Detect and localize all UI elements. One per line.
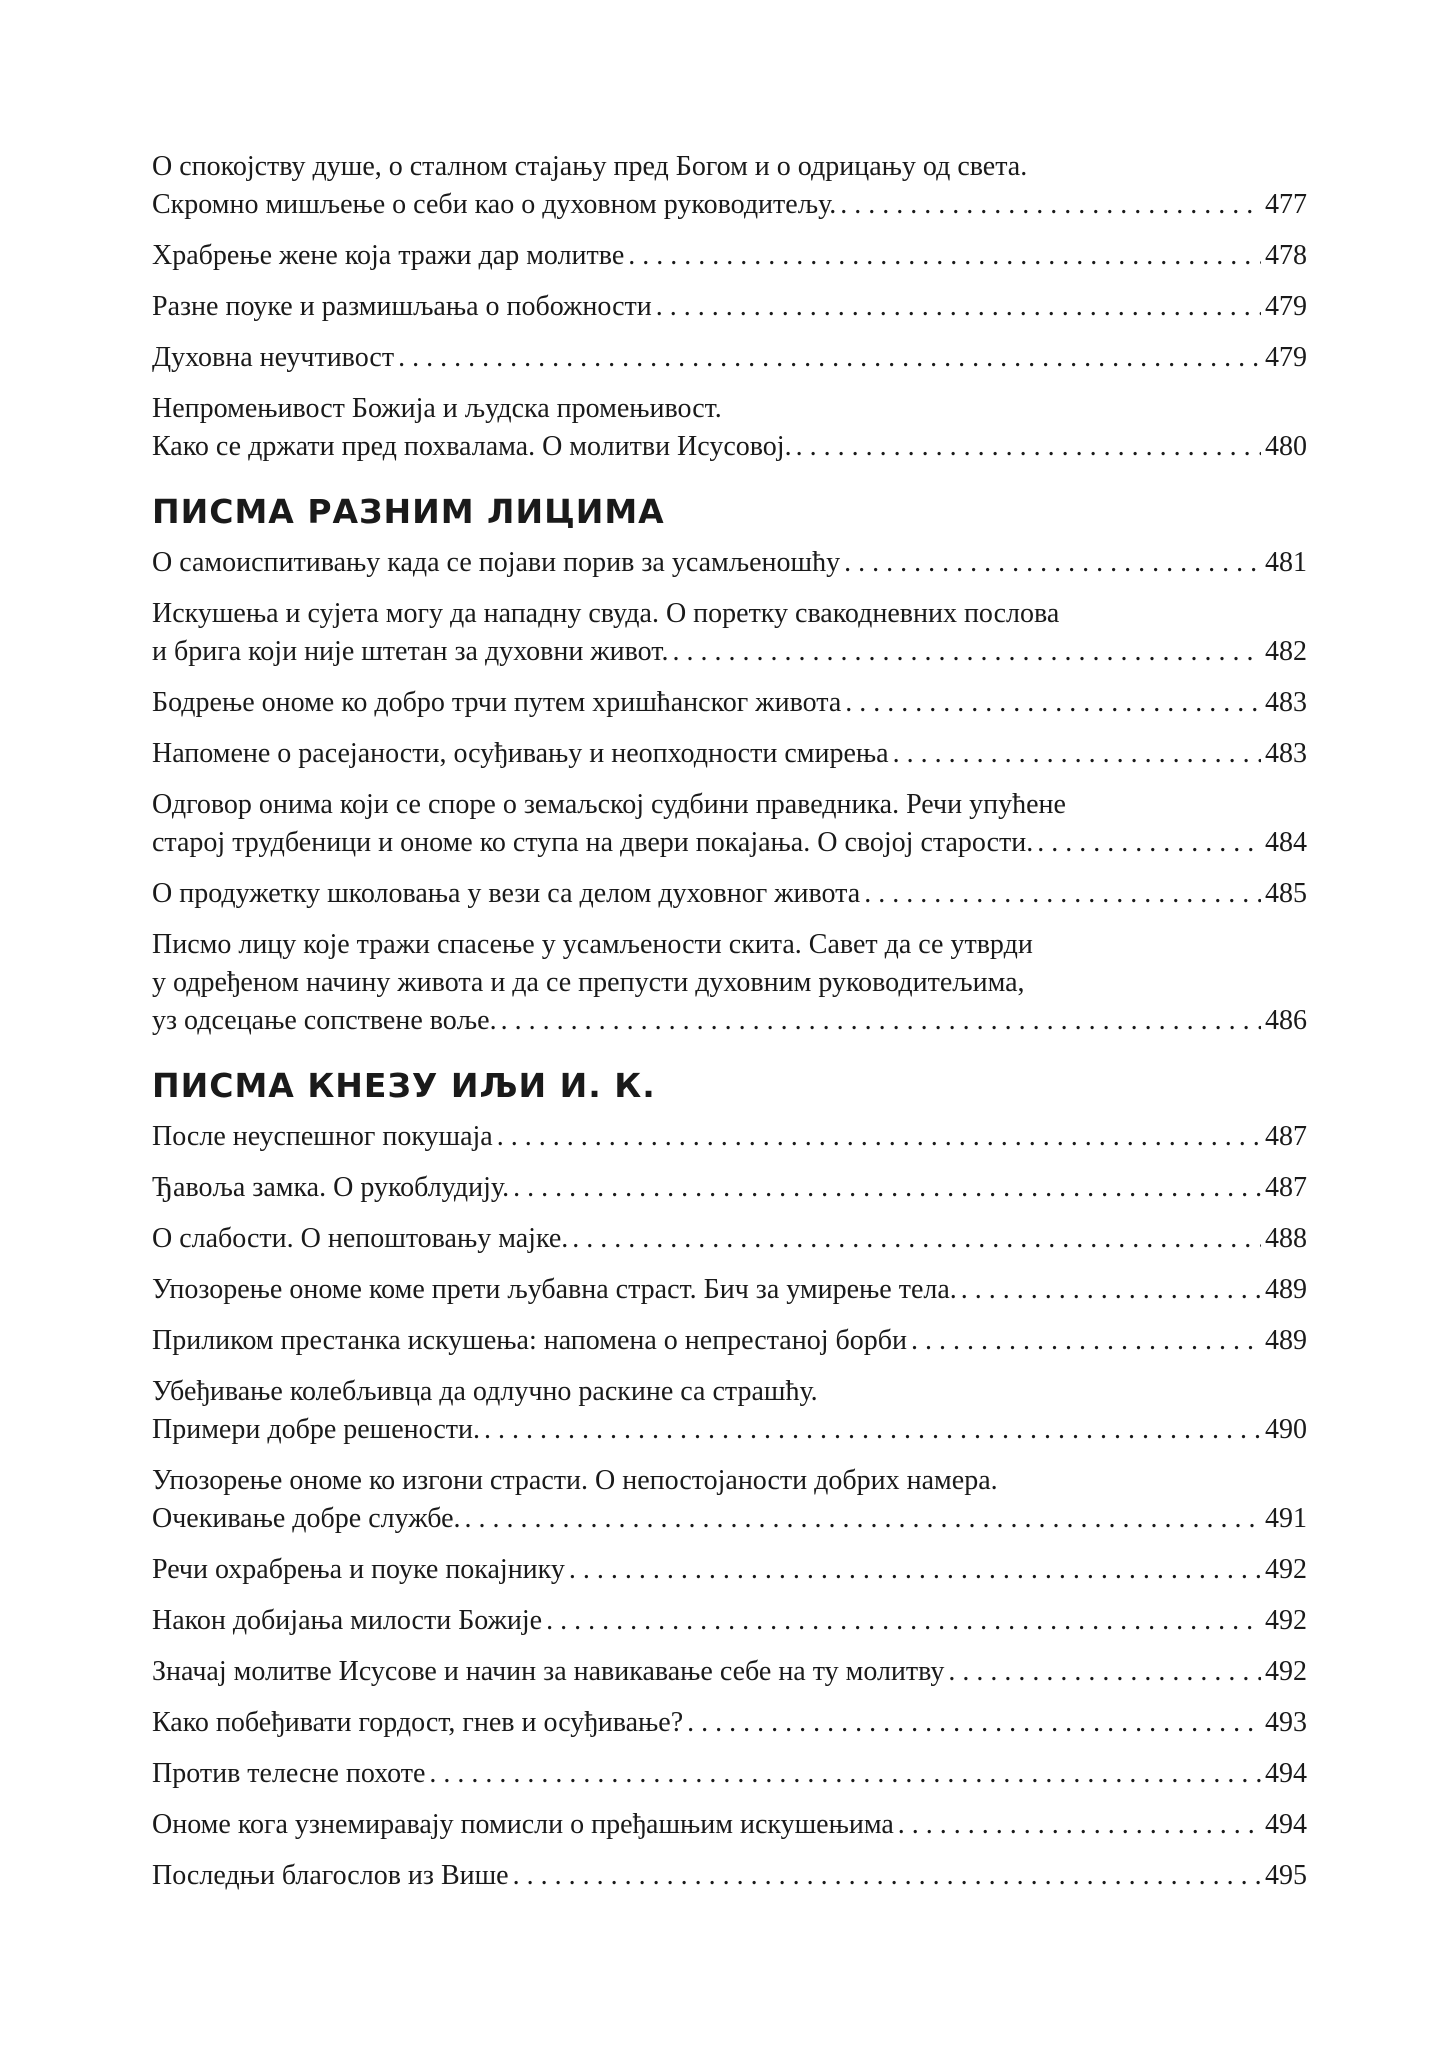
- page-number: 479: [1265, 342, 1307, 373]
- dot-leader: [569, 1551, 1261, 1589]
- toc-entry: [152, 1271, 1307, 1309]
- toc-entry-last-line: [152, 1169, 1307, 1207]
- toc-entry-last-line: [152, 428, 1307, 466]
- toc-entry-last-line: [152, 1551, 1307, 1589]
- toc-entry-last-line: [152, 1220, 1307, 1258]
- toc-entry-text: Ономе кога узнемиравају помисли о пређашњим искушењима: [152, 1809, 894, 1840]
- page-number: 483: [1265, 738, 1307, 769]
- page-number: 489: [1265, 1325, 1307, 1356]
- toc-entry-text: О слабости. О непоштовању мајке.: [152, 1223, 569, 1254]
- dot-leader: [546, 1602, 1261, 1640]
- dot-leader: [465, 1500, 1261, 1538]
- toc-entry: [152, 1322, 1307, 1360]
- toc-entry-last-line: [152, 1806, 1307, 1844]
- toc-entry-text: Како се држати пред похвалама. О молитви Исусовој.: [152, 431, 792, 462]
- toc-entry-last-line: [152, 544, 1307, 582]
- toc-entry-last-line: [152, 1118, 1307, 1156]
- dot-leader: [893, 735, 1261, 773]
- dot-leader: [911, 1322, 1261, 1360]
- dot-leader: [672, 633, 1261, 671]
- toc-entry-line: Одговор онима који се споре о земаљској судбини праведника. Речи упућене: [152, 789, 1066, 820]
- toc-entry-last-line: [152, 1322, 1307, 1360]
- toc-entry-line: Убеђивање колебљивца да одлучно раскине са страшћу.: [152, 1376, 818, 1407]
- toc-entry-last-line: [152, 684, 1307, 722]
- page-number: 491: [1265, 1503, 1307, 1534]
- toc-entry: [152, 1118, 1307, 1156]
- toc-entry-last-line: [152, 735, 1307, 773]
- toc-entry-line: Писмо лицу које тражи спасење у усамљености скита. Савет да се утврди: [152, 929, 1033, 960]
- toc-entry: [152, 339, 1307, 377]
- toc-entry-last-line: [152, 288, 1307, 326]
- dot-leader: [513, 1857, 1261, 1895]
- toc-entry: [152, 1462, 1307, 1538]
- toc-entry-last-line: [152, 186, 1307, 224]
- dot-leader: [572, 1220, 1261, 1258]
- dot-leader: [429, 1755, 1261, 1793]
- page-number: 487: [1265, 1121, 1307, 1152]
- toc-entry: [152, 735, 1307, 773]
- toc-entry-last-line: [152, 633, 1307, 671]
- dot-leader: [840, 186, 1261, 224]
- page-number: 492: [1265, 1656, 1307, 1687]
- page-number: 494: [1265, 1809, 1307, 1840]
- section-heading: ПИСМА КНЕЗУ ИЉИ И. К.: [152, 1066, 656, 1105]
- toc-entry: [152, 1755, 1307, 1793]
- toc-entry-line: Непромењивост Божија и људска промењивост.: [152, 393, 722, 424]
- toc-entry: [152, 1602, 1307, 1640]
- page-number: 488: [1265, 1223, 1307, 1254]
- page-number: 479: [1265, 291, 1307, 322]
- toc-entry: [152, 1220, 1307, 1258]
- toc-entry-text: Након добијања милости Божије: [152, 1605, 543, 1636]
- dot-leader: [501, 1002, 1261, 1040]
- page-number: 493: [1265, 1707, 1307, 1738]
- toc-entry-last-line: [152, 1271, 1307, 1309]
- page-number: 495: [1265, 1860, 1307, 1891]
- toc-entry-text: Разне поуке и размишљања о побожности: [152, 291, 652, 322]
- dot-leader: [687, 1704, 1261, 1742]
- page-number: 482: [1265, 636, 1307, 667]
- dot-leader: [948, 1653, 1261, 1691]
- toc-entry-text: Напомене о расејаности, осуђивању и неопходности смирења: [152, 738, 889, 769]
- toc-entry-text: Приликом престанка искушења: напомена о непрестаној борби: [152, 1325, 907, 1356]
- toc-entry-line: О спокојству душе, о сталном стајању пред Богом и о одрицању од света.: [152, 151, 1028, 182]
- toc-entry: [152, 1857, 1307, 1895]
- toc-entry: [152, 1704, 1307, 1742]
- toc-entry-last-line: [152, 339, 1307, 377]
- toc-entry-text: Значај молитве Исусове и начин за навикавање себе на ту молитву: [152, 1656, 945, 1687]
- page-number: 489: [1265, 1274, 1307, 1305]
- toc-entry-last-line: [152, 875, 1307, 913]
- page-number: 494: [1265, 1758, 1307, 1789]
- toc-entry-last-line: [152, 1002, 1307, 1040]
- toc-entry-text: Очекивање добре службе.: [152, 1503, 461, 1534]
- page-number: 480: [1265, 431, 1307, 462]
- toc-entry-last-line: [152, 1411, 1307, 1449]
- dot-leader: [1037, 824, 1261, 862]
- toc-entry-text: Против телесне похоте: [152, 1758, 426, 1789]
- toc-entry: [152, 786, 1307, 862]
- toc-entry-text: и брига који није штетан за духовни живот.: [152, 636, 669, 667]
- dot-leader: [961, 1271, 1261, 1309]
- toc-entry-text: Скромно мишљење о себи као о духовном руководитељу.: [152, 189, 837, 220]
- toc-entry-text: Ђавоља замка. О рукоблудију.: [152, 1172, 510, 1203]
- page-number: 487: [1265, 1172, 1307, 1203]
- page-number: 484: [1265, 827, 1307, 858]
- toc-entry-text: Упозорење ономе коме прети љубавна страст. Бич за умирење тела.: [152, 1274, 957, 1305]
- toc-entry-last-line: [152, 1653, 1307, 1691]
- toc-entry: [152, 544, 1307, 582]
- toc-entry-last-line: [152, 1755, 1307, 1793]
- toc-entry: [152, 926, 1307, 1040]
- toc-entry: [152, 390, 1307, 466]
- toc-entry-text: Духовна неучтивост: [152, 342, 395, 373]
- toc-entry: [152, 1653, 1307, 1691]
- toc-entry-text: Бодрење ономе ко добро трчи путем хришћанског живота: [152, 687, 842, 718]
- toc-entry-text: Храбрење жене која тражи дар молитве: [152, 240, 625, 271]
- page-number: 490: [1265, 1414, 1307, 1445]
- dot-leader: [898, 1806, 1261, 1844]
- dot-leader: [844, 544, 1261, 582]
- toc-entry-last-line: [152, 1602, 1307, 1640]
- table-of-contents: [152, 148, 1307, 1908]
- dot-leader: [513, 1169, 1261, 1207]
- toc-entry-line: Искушења и сујета могу да нападну свуда. О поретку свакодневних послова: [152, 598, 1060, 629]
- page-number: 492: [1265, 1554, 1307, 1585]
- page-number: 483: [1265, 687, 1307, 718]
- toc-entry-text: уз одсецање сопствене воље.: [152, 1005, 497, 1036]
- page-number: 486: [1265, 1005, 1307, 1036]
- dot-leader: [796, 428, 1261, 466]
- toc-entry-last-line: [152, 1500, 1307, 1538]
- dot-leader: [628, 237, 1261, 275]
- toc-entry: [152, 684, 1307, 722]
- toc-entry-text: О самоиспитивању када се појави порив за усамљеношћу: [152, 547, 841, 578]
- page-number: 478: [1265, 240, 1307, 271]
- dot-leader: [497, 1118, 1261, 1156]
- section-heading: ПИСМА РАЗНИМ ЛИЦИМА: [152, 492, 665, 531]
- toc-entry: [152, 1169, 1307, 1207]
- toc-entry: [152, 148, 1307, 224]
- page-number: 485: [1265, 878, 1307, 909]
- dot-leader: [656, 288, 1261, 326]
- toc-entry-last-line: [152, 237, 1307, 275]
- toc-entry-last-line: [152, 1704, 1307, 1742]
- page-number: 481: [1265, 547, 1307, 578]
- toc-entry: [152, 288, 1307, 326]
- toc-entry: [152, 875, 1307, 913]
- toc-entry-last-line: [152, 824, 1307, 862]
- toc-entry-line: Упозорење ономе ко изгони страсти. О непостојаности добрих намера.: [152, 1465, 998, 1496]
- toc-entry-text: Речи охрабрења и поуке покајнику: [152, 1554, 565, 1585]
- page-number: 477: [1265, 189, 1307, 220]
- toc-entry: [152, 1806, 1307, 1844]
- toc-entry: [152, 1373, 1307, 1449]
- toc-entry: [152, 595, 1307, 671]
- dot-leader: [398, 339, 1261, 377]
- toc-entry-text: Примери добре решености.: [152, 1414, 481, 1445]
- toc-entry-text: О продужетку школовања у вези са делом духовног живота: [152, 878, 861, 909]
- toc-entry: [152, 237, 1307, 275]
- dot-leader: [484, 1411, 1261, 1449]
- dot-leader: [864, 875, 1261, 913]
- toc-entry-text: Како побеђивати гордост, гнев и осуђивање?: [152, 1707, 684, 1738]
- toc-entry-text: После неуспешног покушаја: [152, 1121, 493, 1152]
- toc-entry-text: старој трудбеници и ономе ко ступа на двери покајања. О својој старости.: [152, 827, 1034, 858]
- toc-entry-line: у одређеном начину живота и да се препусти духовним руководитељима,: [152, 967, 1025, 998]
- page-number: 492: [1265, 1605, 1307, 1636]
- toc-entry: [152, 1551, 1307, 1589]
- dot-leader: [845, 684, 1261, 722]
- toc-entry-text: Последњи благослов из Више: [152, 1860, 509, 1891]
- toc-entry-last-line: [152, 1857, 1307, 1895]
